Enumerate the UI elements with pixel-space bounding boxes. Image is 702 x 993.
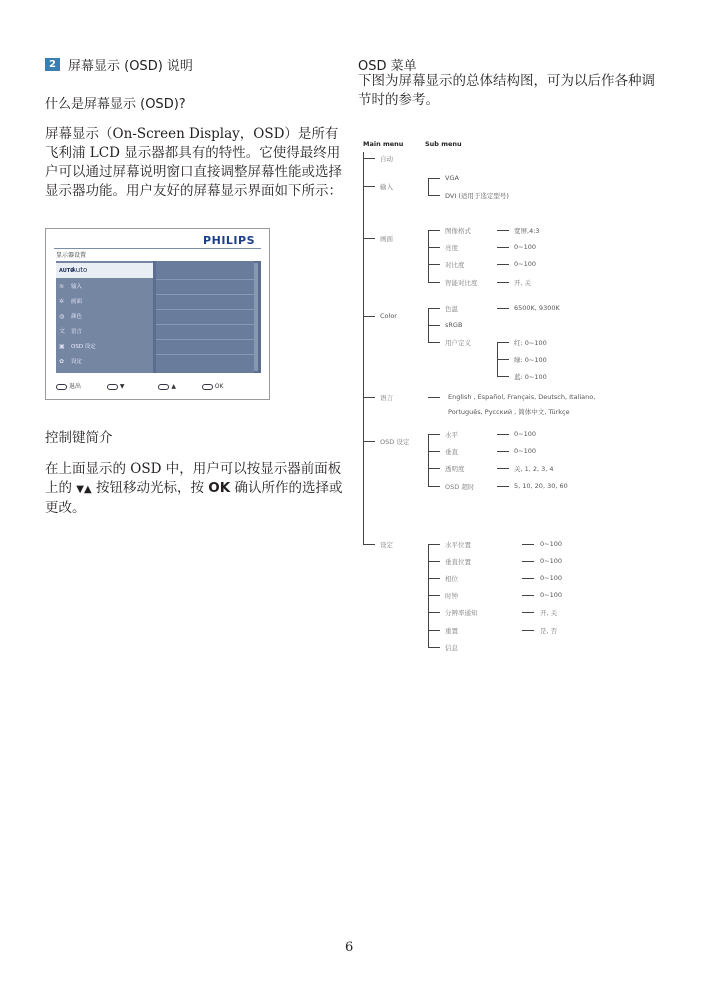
picture-format: 图像格式 [445, 227, 471, 235]
setup-info: 信息 [445, 644, 458, 652]
main-language: 语言 [380, 394, 393, 402]
osd-item-label: Auto [71, 266, 88, 274]
osd-menu-title: 显示器设置 [56, 252, 87, 259]
auto-icon: AUTO [59, 268, 75, 274]
picture-brightness: 亮度 [445, 244, 458, 252]
branch-line [428, 342, 440, 343]
setup-clock: 时钟 [445, 592, 458, 600]
branch-line [428, 247, 440, 248]
branch-line [363, 158, 375, 159]
value-dash [522, 595, 534, 596]
branch-line [363, 238, 375, 239]
osd-transparency-value: 关, 1, 2, 3, 4 [514, 465, 554, 473]
color-srgb: sRGB [445, 321, 463, 329]
up-label: ▲ [171, 383, 176, 390]
color-user-defined: 用户定义 [445, 339, 471, 347]
branch-line [497, 359, 509, 360]
branch-line [428, 578, 440, 579]
value-dash [497, 264, 509, 265]
branch-line [428, 544, 440, 545]
down-label: ▼ [119, 383, 125, 390]
branch-line [428, 630, 440, 631]
main-color: Color [380, 312, 397, 320]
input-vga: VGA [445, 174, 459, 182]
osd-settings-icon: ▣ [59, 343, 65, 350]
value-dash [497, 282, 509, 283]
what-is-osd-heading: 什么是屏幕显示 (OSD)? [45, 97, 186, 112]
picture-smart-contrast-value: 开, 关 [514, 279, 532, 287]
branch-line [428, 561, 440, 562]
picture-contrast: 对比度 [445, 261, 465, 269]
section-title: 屏幕显示 (OSD) 说明 [68, 59, 193, 74]
input-dvi: DVI (适用于选定型号) [445, 192, 509, 200]
page-number: 6 [345, 940, 354, 955]
setup-v-position: 垂直位置 [445, 558, 471, 566]
value-dash [522, 612, 534, 613]
branch-line [363, 316, 375, 317]
color-blue: 蓝: 0~100 [514, 373, 547, 381]
branch-line [428, 264, 440, 265]
branch-line [363, 441, 375, 442]
language-values-1: English , Español, Français, Deutsch, Italiano, [448, 393, 596, 401]
osd-item-label: 语言 [71, 329, 83, 335]
branch-line [428, 282, 440, 283]
osd-item-label: 设定 [71, 359, 83, 365]
value-dash [522, 544, 534, 545]
value-dash [497, 434, 509, 435]
branch-line [363, 397, 375, 398]
branch-line [428, 397, 440, 398]
picture-icon: ✲ [59, 298, 65, 305]
branch-line [428, 647, 440, 648]
controls-text-3: 确认所作的选择或更改。 [45, 480, 343, 516]
setup-v-position-value: 0~100 [540, 557, 562, 565]
section-number-badge: 2 [45, 58, 60, 71]
language-values-2: Português, Русский , 简体中文, Türkçe [448, 408, 570, 416]
branch-line [428, 195, 440, 196]
value-dash [497, 451, 509, 452]
picture-contrast-value: 0~100 [514, 260, 536, 268]
branch-line [428, 612, 440, 613]
picture-brightness-value: 0~100 [514, 243, 536, 251]
setup-clock-value: 0~100 [540, 591, 562, 599]
osd-vertical: 垂直 [445, 448, 458, 456]
sub-spine-line [428, 178, 429, 195]
exit-label: 退出 [69, 383, 82, 390]
arrow-buttons-glyph: ▼▲ [76, 484, 92, 495]
branch-line [428, 178, 440, 179]
value-dash [497, 308, 509, 309]
setup-h-position-value: 0~100 [540, 540, 562, 548]
input-icon: ≋ [59, 283, 65, 290]
branch-line [428, 451, 440, 452]
osd-timeout-value: 5, 10, 20, 30, 60 [514, 482, 568, 490]
value-dash [522, 630, 534, 631]
value-dash [497, 247, 509, 248]
controls-text-2: 按钮移动光标，按 [91, 480, 209, 496]
philips-logo: PHILIPS [203, 234, 255, 247]
branch-line [428, 308, 440, 309]
color-green: 绿: 0~100 [514, 356, 547, 364]
color-icon: ◍ [59, 313, 65, 320]
osd-item-label: OSD 设定 [71, 344, 96, 350]
osd-vertical-value: 0~100 [514, 447, 536, 455]
picture-smart-contrast: 智能对比度 [445, 279, 478, 287]
ok-label: OK [214, 383, 224, 390]
setup-icon: ✿ [59, 358, 65, 365]
value-dash [522, 561, 534, 562]
branch-line [428, 325, 440, 326]
branch-line [497, 376, 509, 377]
osd-item-label: 画面 [71, 299, 83, 305]
controls-text-1: 在上面显示的 OSD 中，用户可以按显示器前面板上的 [45, 461, 342, 496]
ok-button-label: OK [208, 480, 231, 496]
main-osd-settings: OSD 设定 [380, 438, 410, 446]
setup-h-position: 水平位置 [445, 541, 471, 549]
main-menu-header: Main menu [363, 140, 404, 148]
branch-line [363, 186, 375, 187]
intro-paragraph: 屏幕显示（On-Screen Display，OSD）是所有飞利浦 LCD 显示器都具有的特性。它使得最终用户可以通过屏幕说明窗口直接调整屏幕性能或选择显示器功能。用户友好的屏幕显示界面如下所示： [45, 126, 342, 199]
color-temp-value: 6500K, 9300K [514, 304, 560, 312]
picture-format-value: 宽屏,4:3 [514, 227, 540, 235]
main-spine-line [363, 152, 364, 545]
branch-line [428, 595, 440, 596]
setup-resolution-notice: 分辨率通知 [445, 609, 478, 617]
main-picture: 画面 [380, 235, 393, 243]
osd-horizontal-value: 0~100 [514, 430, 536, 438]
color-temp: 色温 [445, 305, 458, 313]
branch-line [497, 342, 509, 343]
main-auto: 自动 [380, 155, 393, 163]
branch-line [363, 544, 375, 545]
language-icon: 文 [59, 328, 66, 335]
sub-spine-line [428, 230, 429, 282]
setup-reset: 重置 [445, 627, 458, 635]
setup-phase-value: 0~100 [540, 574, 562, 582]
value-dash [497, 468, 509, 469]
value-dash [497, 230, 509, 231]
controls-heading: 控制键简介 [45, 430, 113, 446]
branch-line [428, 486, 440, 487]
sub-menu-header: Sub menu [425, 140, 462, 148]
setup-phase: 相位 [445, 575, 458, 583]
setup-resolution-notice-value: 开, 关 [540, 609, 558, 617]
osd-transparency: 透明度 [445, 465, 465, 473]
setup-reset-value: 是, 否 [540, 627, 558, 635]
color-red: 红: 0~100 [514, 339, 547, 347]
osd-horizontal: 水平 [445, 431, 458, 439]
branch-line [428, 434, 440, 435]
osd-menu-description: 下图为屏幕显示的总体结构图，可为以后作各种调节时的参考。 [358, 73, 655, 108]
branch-line [428, 230, 440, 231]
main-input: 输入 [380, 183, 393, 191]
sub-spine-line [428, 434, 429, 486]
osd-timeout: OSD 超时 [445, 483, 475, 491]
main-setup: 设定 [380, 541, 393, 549]
branch-line [428, 468, 440, 469]
osd-menu-heading: OSD 菜单 [358, 59, 417, 74]
value-dash [497, 486, 509, 487]
osd-item-label: 颜色 [71, 314, 83, 320]
osd-item-label: 输入 [71, 284, 83, 290]
value-dash [522, 578, 534, 579]
